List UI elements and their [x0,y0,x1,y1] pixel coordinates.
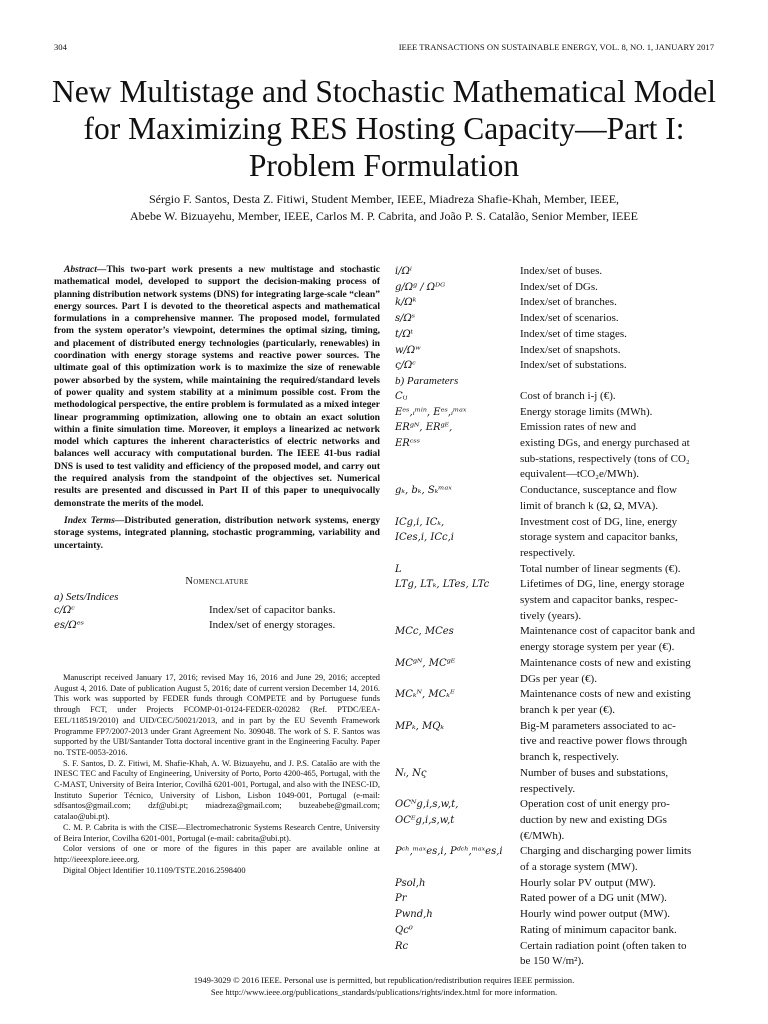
nomenclature-symbol: es/Ωᵉˢ [54,620,84,632]
abstract-label: Abstract— [64,264,107,275]
nomenclature-row [395,405,719,421]
nomenclature-definition: Rating of minimum capacitor bank. [520,923,677,936]
nomenclature-definition: Certain radiation point (often taken to be 150 W/m²). [520,939,687,968]
nomenclature-definition: Operation cost of unit energy pro- duction by new and existing DGs (€/MWh). [520,798,670,842]
nomenclature-symbol: Psol,h [395,877,426,889]
index-terms-label: Index Terms— [64,514,125,526]
nomenclature-definition: Index/set of branches. [520,296,617,309]
nomenclature-row [395,327,719,343]
nomenclature-row [395,719,719,766]
title-line: Problem Formulation [248,148,520,183]
nomenclature-symbol: OCᴺg,i,s,w,t, OCᴱg,i,s,w,t [395,799,459,826]
title-line: for Maximizing RES Hosting Capacity—Part I: [83,111,685,146]
nomenclature-symbol: k/Ωᵏ [395,297,417,309]
nomenclature-symbol: MCᵍᴺ, MCᵍᴱ [395,657,456,669]
nomenclature-symbol: Pᶜʰ,ᵐᵃˣes,i, Pᵈᶜʰ,ᵐᵃˣes,i [395,846,503,858]
footnote-paragraph: Digital Object Identifier 10.1109/TSTE.2016.2598400 [63,865,246,875]
paper-title [40,73,728,184]
abstract-text: This two-part work presents a new multistage and stochastic mathematical model, developed to support the decision-making process of planning distribution network systems (DNS) for integrating large-scale “clean” energy sources. Part I is devoted to the theoretical aspects and mathematical formulations in a comprehensive manner. The proposed model, formulated from the system operator’s viewpoint, determines the optimal sizing, timing, and placement of distributed energy technologies (particularly, renewables) in coordination with energy storage systems and reactive power sources. The ultimate goal of this optimization work is to maximize the size of renewable power absorbed by the system, while maintaining the required/standard levels of power quality and system stability at a minimum possible cost. From the methodological perspective, the entire problem is formulated as a mixed integer linear programming optimization, allowing one to obtain an exact solution within a finite simulation time. Moreover, it employs a linearized ac network model which captures the inherent characteristics of electric networks and balances well accuracy with computational burden. The IEEE 41-bus radial DNS is used to test validity and efficiency of the proposed model, and carry out the required analysis from the standpoint of the objectives set. Numerical results are presented and discussed in Part II of this paper to unequivocally demonstrate the merits of the model. [54,264,380,509]
nomenclature-definition: Rated power of a DG unit (MW). [520,892,667,905]
footnote-paragraph: C. M. P. Cabrita is with the CISE—Electromechatronic Systems Research Centre, University of Beira Interior, Covilha 6201-001, Portugal (e-mail: cabrita@ubi.pt). [54,822,380,843]
nomenclature-row [395,389,719,405]
left-column [54,264,380,634]
footnote-paragraph: Color versions of one or more of the figures in this paper are available online at http://ieeexplore.ieee.org. [54,844,380,864]
nomenclature-row [395,420,719,483]
nomenclature-heading: Nomenclature [185,575,249,587]
footnote [54,673,380,876]
nomenclature-symbol: c/Ωᶜ [54,604,75,616]
nomenclature-row [395,687,719,718]
nomenclature-symbol: t/Ωᵗ [395,328,414,340]
nomenclature-symbol: L [395,563,402,575]
nomenclature-row [395,483,719,514]
nomenclature-row [395,280,719,296]
nomenclature-definition: Conductance, susceptance and flow limit of branch k (Ω, Ω, MVA). [520,484,677,512]
nomenclature-symbol: ICg,i, ICₖ, ICes,i, ICc,i [395,516,454,544]
nomenclature-definition: Emission rates of new and existing DGs, and energy purchased at sub-stations, respectively (tons of CO₂ equivalent—tCO₂e/MWh). [520,421,690,481]
author-list [40,191,728,225]
author-line: Sérgio F. Santos, Desta Z. Fitiwi, Student Member, IEEE, Miadreza Shafie-Khah, Member, IEEE, [148,192,620,206]
nomenclature-symbol: Eᵉˢ,ᵢᵐⁱⁿ, Eᵉˢ,ᵢᵐᵃˣ [395,406,467,418]
nomenclature-row [395,295,719,311]
journal-header: IEEE TRANSACTIONS ON SUSTAINABLE ENERGY, VOL. 8, NO. 1, JANUARY 2017 [398,42,714,52]
nomenclature-symbol: w/Ωʷ [395,344,421,356]
nomenclature-row [395,343,719,359]
params-heading: b) Parameters [395,374,459,387]
nomenclature-symbol: Qc⁰ [395,924,413,936]
sets-heading: a) Sets/Indices [54,590,119,603]
nomenclature-symbol: ERᵍᴺ, ERᵍᴱ, ERᶜˢˢ [395,422,453,450]
nomenclature-row [395,939,719,970]
nomenclature-symbol: gₖ, bₖ, Sₖᵐᵃˣ [395,485,452,497]
nomenclature-params-list [395,389,719,970]
nomenclature-definition: Index/set of time stages. [520,327,627,340]
nomenclature-definition: Index/set of buses. [520,265,603,277]
nomenclature-symbol: g/Ωᵍ / Ωᴰᴳ [395,281,446,293]
nomenclature-row [395,656,719,687]
nomenclature-left-list [54,603,380,634]
nomenclature-row [54,603,380,619]
title-line: New Multistage and Stochastic Mathematical Model [52,74,716,109]
nomenclature-row [395,876,719,892]
nomenclature-row [395,844,719,875]
right-column [395,264,719,970]
index-terms-text: Distributed generation, distribution network systems, energy storage systems, integrated planning, stochastic programming, variability and uncertainty. [54,514,380,551]
nomenclature-definition: Index/set of capacitor banks. [209,603,336,616]
nomenclature-row [395,264,719,280]
nomenclature-row [395,923,719,939]
nomenclature-sets-list [395,264,719,374]
nomenclature-symbol: Pwnd,h [395,909,433,921]
nomenclature-definition: Total number of linear segments (€). [520,562,681,575]
nomenclature-definition: Cost of branch i-j (€). [520,389,616,402]
nomenclature-symbol: Pr [395,893,407,905]
nomenclature-definition: Hourly wind power output (MW). [520,908,671,921]
nomenclature-symbol: s/Ωˢ [395,313,416,325]
nomenclature-symbol: LTg, LTₖ, LTes, LTc [395,579,490,591]
nomenclature-definition: Maintenance costs of new and existing branch k per year (€). [520,688,691,716]
index-terms [54,515,380,552]
nomenclature-symbol: ς/Ωᶜ [395,360,416,372]
nomenclature-row [395,624,719,655]
nomenclature-symbol: Cᵢⱼ [395,390,408,402]
nomenclature-definition: Index/set of energy storages. [209,619,336,632]
nomenclature-definition: Hourly solar PV output (MW). [520,876,656,889]
nomenclature-definition: Index/set of scenarios. [520,312,619,325]
copyright-notice [0,974,768,998]
nomenclature-definition: Index/set of DGs. [520,280,598,293]
nomenclature-definition: Index/set of snapshots. [520,343,621,356]
nomenclature-symbol: i/Ωⁱ [395,266,412,277]
nomenclature-definition: Number of buses and substations, respectively. [520,766,669,795]
nomenclature-definition: Investment cost of DG, line, energy storage system and capacitor banks, respectively. [520,515,678,559]
nomenclature-row [395,562,719,578]
nomenclature-row [395,891,719,907]
nomenclature-row [395,311,719,327]
nomenclature-row [395,577,719,624]
copyright-line: See http://www.ieee.org/publications_standards/publications/rights/index.html for more information. [210,987,558,997]
nomenclature-definition: Lifetimes of DG, line, energy storage system and capacitor banks, respec- tively (years). [520,578,685,622]
nomenclature-definition: Index/set of substations. [520,359,627,372]
nomenclature-symbol: MCc, MCes [395,626,454,638]
nomenclature-symbol: MCₖᴺ, MCₖᴱ [395,689,455,701]
nomenclature-definition: Maintenance costs of new and existing DGs per year (€). [520,656,691,685]
author-line: Abebe W. Bizuayehu, Member, IEEE, Carlos M. P. Cabrita, and João P. S. Catalão, Senior Member, IEEE [130,209,638,223]
copyright-line: 1949-3029 © 2016 IEEE. Personal use is permitted, but republication/redistribution requires IEEE permission. [193,975,575,985]
abstract [54,264,380,510]
nomenclature-row [395,766,719,797]
nomenclature-symbol: MPₖ, MQₖ [395,720,445,732]
nomenclature-row [395,515,719,562]
nomenclature-definition: Energy storage limits (MWh). [520,405,653,418]
nomenclature-row [395,797,719,844]
nomenclature-row [395,358,719,374]
nomenclature-row [54,618,380,634]
nomenclature-definition: Charging and discharging power limits of a storage system (MW). [520,845,692,874]
footnote-paragraph: Manuscript received January 17, 2016; revised May 16, 2016 and June 29, 2016; accepted August 4, 2016. Date of publication August 5, 2016; date of current version December 14, 2016. This work was supported by FEDER funds through COMPETE and by Portuguese funds through FCT, under Projects FCOMP-01-0124-FEDER-020282 (Ref. PTDC/EEA-EEL/118519/2010) and UID/CEC/50021/2013, and in part by the EU Seventh Framework Programme FP7/2007-2013 under Grant Agreement No. 309048. The work of S. F. Santos was supported by the UBI/Santander Totta doctoral incentive grant in the Engineering Faculty. Paper no. TSTE-0053-2016. [54,673,380,757]
nomenclature-symbol: Nᵢ, Nς [395,767,427,779]
page-number: 304 [54,42,67,52]
footnote-paragraph: S. F. Santos, D. Z. Fitiwi, M. Shafie-Khah, A. W. Bizuayehu, and J. P.S. Catalão are with the INESC TEC and Faculty of Engineering, University of Porto, Porto 4200-465, Portugal, with the C-MAST, University of Beira Interior, Covilhã 6201-001, Portugal, and also with the INESC-ID, Instituto Superior Técnico, University of Lisbon, Lisbon 1049-001, Portugal (e-mail: sdfsantos@gmail.com; dzf@ubi.pt; miadreza@gmail.com; buzeabebe@gmail.com; catalao@ubi.pt). [54,758,380,822]
nomenclature-definition: Maintenance cost of capacitor bank and energy storage system per year (€). [520,625,696,654]
nomenclature-symbol: Rc [395,940,409,952]
nomenclature-row [395,907,719,923]
nomenclature-definition: Big-M parameters associated to ac- tive and reactive power flows through branch k, respectively. [520,719,688,764]
